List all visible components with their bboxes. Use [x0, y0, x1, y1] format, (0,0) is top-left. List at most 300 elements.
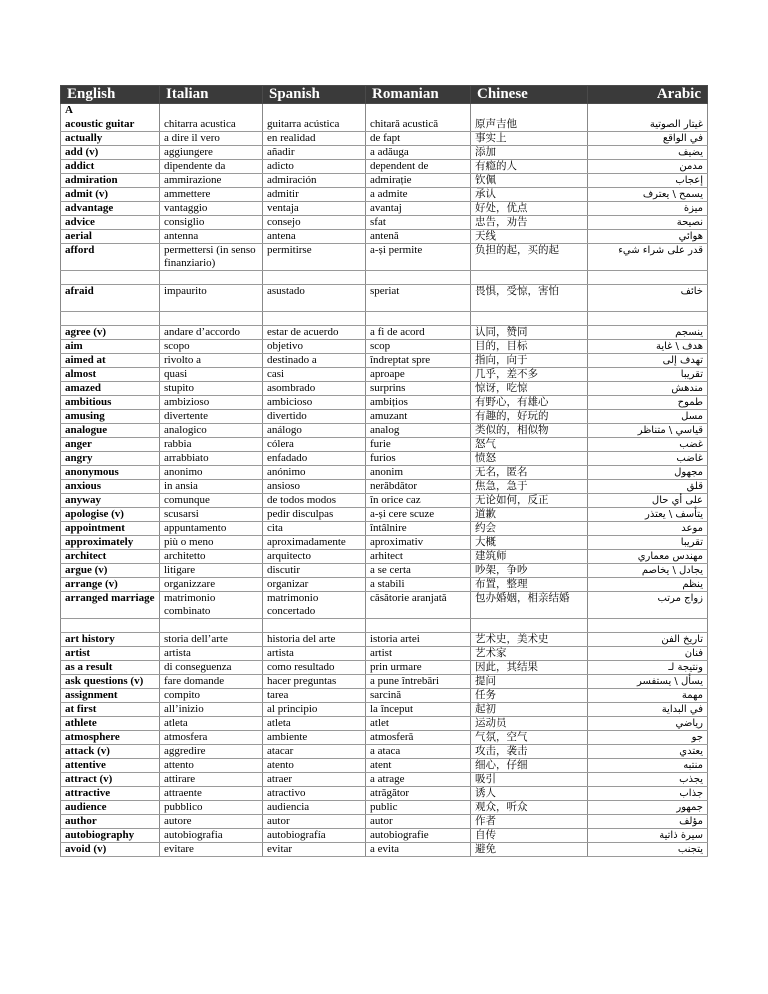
arabic-cell: مهندس معماري — [588, 550, 708, 564]
spanish-cell: análogo — [263, 424, 366, 438]
italian-cell: artista — [160, 647, 263, 661]
arabic-cell: موعد — [588, 522, 708, 536]
spanish-cell: destinado a — [263, 354, 366, 368]
table-row — [61, 787, 708, 801]
table-row — [61, 675, 708, 689]
spanish-cell: atleta — [263, 717, 366, 731]
table-row — [61, 410, 708, 424]
english-cell: ask questions (v) — [61, 675, 160, 689]
arabic-cell: جمهور — [588, 801, 708, 815]
english-cell: angry — [61, 452, 160, 466]
spanish-cell: anónimo — [263, 466, 366, 480]
italian-cell: atmosfera — [160, 731, 263, 745]
table-row — [61, 382, 708, 396]
romanian-cell: la început — [366, 703, 471, 717]
table-row — [61, 801, 708, 815]
spanish-cell: estar de acuerdo — [263, 326, 366, 340]
arabic-cell: يجذب — [588, 773, 708, 787]
chinese-cell: 几乎，差不多 — [471, 368, 588, 382]
table-row — [61, 354, 708, 368]
romanian-cell: chitară acustică — [366, 118, 471, 132]
italian-cell: attirare — [160, 773, 263, 787]
chinese-cell: 有野心，有雄心 — [471, 396, 588, 410]
table-row — [61, 146, 708, 160]
table-row — [61, 564, 708, 578]
english-cell: artist — [61, 647, 160, 661]
header-romanian: Romanian — [366, 86, 471, 104]
arabic-cell: قياسي \ متناظر — [588, 424, 708, 438]
romanian-cell: istoria artei — [366, 633, 471, 647]
italian-cell: vantaggio — [160, 202, 263, 216]
table-row — [61, 480, 708, 494]
arabic-cell: يضيف — [588, 146, 708, 160]
arabic-cell: إعجاب — [588, 174, 708, 188]
english-cell: attract (v) — [61, 773, 160, 787]
romanian-cell: admirație — [366, 174, 471, 188]
english-cell: anger — [61, 438, 160, 452]
italian-cell: matrimonio combinato — [160, 592, 263, 619]
romanian-cell: furie — [366, 438, 471, 452]
spanish-cell: añadir — [263, 146, 366, 160]
header-spanish: Spanish — [263, 86, 366, 104]
italian-cell: arrabbiato — [160, 452, 263, 466]
english-cell: approximately — [61, 536, 160, 550]
english-cell: author — [61, 815, 160, 829]
english-cell: attack (v) — [61, 745, 160, 759]
arabic-cell: مجهول — [588, 466, 708, 480]
spanish-cell: aproximadamente — [263, 536, 366, 550]
arabic-cell: يجادل \ يخاصم — [588, 564, 708, 578]
table-row — [61, 326, 708, 340]
italian-cell: ammettere — [160, 188, 263, 202]
romanian-cell: nerăbdător — [366, 480, 471, 494]
chinese-cell: 任务 — [471, 689, 588, 703]
italian-cell: evitare — [160, 843, 263, 857]
arabic-cell: ينظم — [588, 578, 708, 592]
english-cell: audience — [61, 801, 160, 815]
italian-cell: consiglio — [160, 216, 263, 230]
english-cell: autobiography — [61, 829, 160, 843]
english-cell: anxious — [61, 480, 160, 494]
italian-cell: appuntamento — [160, 522, 263, 536]
italian-cell: aggiungere — [160, 146, 263, 160]
english-cell: athlete — [61, 717, 160, 731]
english-cell: architect — [61, 550, 160, 564]
chinese-cell: 攻击，袭击 — [471, 745, 588, 759]
spanish-cell: cólera — [263, 438, 366, 452]
english-cell: appointment — [61, 522, 160, 536]
chinese-cell: 细心，仔细 — [471, 759, 588, 773]
italian-cell: fare domande — [160, 675, 263, 689]
chinese-cell: 避免 — [471, 843, 588, 857]
arabic-cell: يسمح \ يعترف — [588, 188, 708, 202]
romanian-cell: speriat — [366, 285, 471, 312]
italian-cell: analogico — [160, 424, 263, 438]
chinese-cell: 无论如何，反正 — [471, 494, 588, 508]
chinese-cell: 气氛，空气 — [471, 731, 588, 745]
table-row — [61, 703, 708, 717]
italian-cell: andare d’accordo — [160, 326, 263, 340]
romanian-cell: artist — [366, 647, 471, 661]
table-row — [61, 759, 708, 773]
english-cell: agree (v) — [61, 326, 160, 340]
english-cell: actually — [61, 132, 160, 146]
english-cell: attentive — [61, 759, 160, 773]
spanish-cell: guitarra acústica — [263, 118, 366, 132]
arabic-cell: زواج مرتب — [588, 592, 708, 619]
english-cell: advice — [61, 216, 160, 230]
italian-cell: pubblico — [160, 801, 263, 815]
romanian-cell: a admite — [366, 188, 471, 202]
spanish-cell: organizar — [263, 578, 366, 592]
english-cell: apologise (v) — [61, 508, 160, 522]
spanish-cell: matrimonio concertado — [263, 592, 366, 619]
spanish-cell: tarea — [263, 689, 366, 703]
english-cell: afraid — [61, 285, 160, 312]
english-cell: aerial — [61, 230, 160, 244]
spanish-cell: divertido — [263, 410, 366, 424]
romanian-cell: întâlnire — [366, 522, 471, 536]
header-italian: Italian — [160, 86, 263, 104]
chinese-cell: 包办婚姻，相亲结婚 — [471, 592, 588, 619]
italian-cell: divertente — [160, 410, 263, 424]
italian-cell: attraente — [160, 787, 263, 801]
arabic-cell: رياضي — [588, 717, 708, 731]
spanish-cell: enfadado — [263, 452, 366, 466]
romanian-cell: dependent de — [366, 160, 471, 174]
chinese-cell: 负担的起，买的起 — [471, 244, 588, 271]
spanish-cell: asombrado — [263, 382, 366, 396]
english-cell: anyway — [61, 494, 160, 508]
arabic-cell: طموح — [588, 396, 708, 410]
table-row — [61, 244, 708, 271]
english-cell: argue (v) — [61, 564, 160, 578]
italian-cell: quasi — [160, 368, 263, 382]
arabic-cell: مدمن — [588, 160, 708, 174]
romanian-cell: prin urmare — [366, 661, 471, 675]
italian-cell: chitarra acustica — [160, 118, 263, 132]
spanish-cell: arquitecto — [263, 550, 366, 564]
arabic-cell: جذاب — [588, 787, 708, 801]
italian-cell: all’inizio — [160, 703, 263, 717]
chinese-cell: 惊讶，吃惊 — [471, 382, 588, 396]
romanian-cell: a adăuga — [366, 146, 471, 160]
spanish-cell: atacar — [263, 745, 366, 759]
english-cell: aimed at — [61, 354, 160, 368]
table-row — [61, 661, 708, 675]
table-row — [61, 452, 708, 466]
table-row — [61, 717, 708, 731]
table-row — [61, 216, 708, 230]
chinese-cell: 布置，整理 — [471, 578, 588, 592]
italian-cell: organizzare — [160, 578, 263, 592]
chinese-cell: 自传 — [471, 829, 588, 843]
chinese-cell: 愤怒 — [471, 452, 588, 466]
english-cell: assignment — [61, 689, 160, 703]
romanian-cell: de fapt — [366, 132, 471, 146]
table-row — [61, 494, 708, 508]
chinese-cell: 无名，匿名 — [471, 466, 588, 480]
spanish-cell: consejo — [263, 216, 366, 230]
chinese-cell: 指向，向于 — [471, 354, 588, 368]
romanian-cell: public — [366, 801, 471, 815]
spanish-cell: cita — [263, 522, 366, 536]
english-cell: addict — [61, 160, 160, 174]
chinese-cell: 吸引 — [471, 773, 588, 787]
arabic-cell: نصيحة — [588, 216, 708, 230]
arabic-cell: تهدف إلى — [588, 354, 708, 368]
romanian-cell: sarcină — [366, 689, 471, 703]
italian-cell: rabbia — [160, 438, 263, 452]
italian-cell: in ansia — [160, 480, 263, 494]
romanian-cell: atrăgător — [366, 787, 471, 801]
section-letter: A — [61, 104, 160, 118]
arabic-cell: خائف — [588, 285, 708, 312]
table-row — [61, 815, 708, 829]
spanish-cell: antena — [263, 230, 366, 244]
arabic-cell: غيتار الصوتية — [588, 118, 708, 132]
italian-cell: a dire il vero — [160, 132, 263, 146]
chinese-cell: 起初 — [471, 703, 588, 717]
chinese-cell: 认同，赞同 — [471, 326, 588, 340]
english-cell: avoid (v) — [61, 843, 160, 857]
table-row — [61, 508, 708, 522]
italian-cell: litigare — [160, 564, 263, 578]
romanian-cell: autobiografie — [366, 829, 471, 843]
arabic-cell: على أي حال — [588, 494, 708, 508]
chinese-cell: 有瘾的人 — [471, 160, 588, 174]
arabic-cell: ينسجم — [588, 326, 708, 340]
spanish-cell: casi — [263, 368, 366, 382]
spanish-cell: ambicioso — [263, 396, 366, 410]
spanish-cell: en realidad — [263, 132, 366, 146]
chinese-cell: 吵架，争吵 — [471, 564, 588, 578]
romanian-cell: a-și cere scuze — [366, 508, 471, 522]
italian-cell: di conseguenza — [160, 661, 263, 675]
italian-cell: rivolto a — [160, 354, 263, 368]
romanian-cell: amuzant — [366, 410, 471, 424]
romanian-cell: atmosferă — [366, 731, 471, 745]
arabic-cell: مسل — [588, 410, 708, 424]
chinese-cell: 道歉 — [471, 508, 588, 522]
english-cell: acoustic guitar — [61, 118, 160, 132]
romanian-cell: îndreptat spre — [366, 354, 471, 368]
header-row — [61, 86, 708, 104]
english-cell: arranged marriage — [61, 592, 160, 619]
english-cell: amazed — [61, 382, 160, 396]
spanish-cell: como resultado — [263, 661, 366, 675]
table-row — [61, 550, 708, 564]
header-chinese: Chinese — [471, 86, 588, 104]
arabic-cell: تقريبا — [588, 368, 708, 382]
chinese-cell: 艺术史，美术史 — [471, 633, 588, 647]
romanian-cell: scop — [366, 340, 471, 354]
english-cell: analogue — [61, 424, 160, 438]
chinese-cell: 因此，其结果 — [471, 661, 588, 675]
table-row — [61, 731, 708, 745]
table-row — [61, 592, 708, 619]
romanian-cell: a se certa — [366, 564, 471, 578]
italian-cell: scopo — [160, 340, 263, 354]
italian-cell: dipendente da — [160, 160, 263, 174]
chinese-cell: 有趣的，好玩的 — [471, 410, 588, 424]
english-cell: aim — [61, 340, 160, 354]
spanish-cell: atractivo — [263, 787, 366, 801]
arabic-cell: ميزة — [588, 202, 708, 216]
arabic-cell: يسأل \ يستفسر — [588, 675, 708, 689]
romanian-cell: surprins — [366, 382, 471, 396]
chinese-cell: 原声吉他 — [471, 118, 588, 132]
romanian-cell: avantaj — [366, 202, 471, 216]
table-row — [61, 466, 708, 480]
arabic-cell: هدف \ غاية — [588, 340, 708, 354]
arabic-cell: هوائي — [588, 230, 708, 244]
table-row — [61, 202, 708, 216]
italian-cell: autore — [160, 815, 263, 829]
english-cell: add (v) — [61, 146, 160, 160]
arabic-cell: يتجنب — [588, 843, 708, 857]
chinese-cell: 天线 — [471, 230, 588, 244]
romanian-cell: analog — [366, 424, 471, 438]
romanian-cell: a ataca — [366, 745, 471, 759]
arabic-cell: قدر على شراء شيء — [588, 244, 708, 271]
chinese-cell: 约会 — [471, 522, 588, 536]
row-spacer — [61, 619, 708, 633]
italian-cell: atleta — [160, 717, 263, 731]
romanian-cell: atent — [366, 759, 471, 773]
chinese-cell: 提问 — [471, 675, 588, 689]
arabic-cell: منتبه — [588, 759, 708, 773]
spanish-cell: asustado — [263, 285, 366, 312]
spanish-cell: permitirse — [263, 244, 366, 271]
chinese-cell: 添加 — [471, 146, 588, 160]
row-spacer — [61, 271, 708, 285]
italian-cell: aggredire — [160, 745, 263, 759]
spanish-cell: audiencia — [263, 801, 366, 815]
romanian-cell: a-și permite — [366, 244, 471, 271]
romanian-cell: a atrage — [366, 773, 471, 787]
italian-cell: più o meno — [160, 536, 263, 550]
table-row — [61, 174, 708, 188]
dictionary-page — [60, 85, 707, 857]
vocabulary-table — [60, 85, 708, 857]
spanish-cell: adicto — [263, 160, 366, 174]
spanish-cell: objetivo — [263, 340, 366, 354]
romanian-cell: a stabili — [366, 578, 471, 592]
italian-cell: storia dell’arte — [160, 633, 263, 647]
arabic-cell: جو — [588, 731, 708, 745]
chinese-cell: 畏惧，受惊，害怕 — [471, 285, 588, 312]
italian-cell: scusarsi — [160, 508, 263, 522]
english-cell: almost — [61, 368, 160, 382]
english-cell: advantage — [61, 202, 160, 216]
english-cell: at first — [61, 703, 160, 717]
arabic-cell: ونتيجة لـ — [588, 661, 708, 675]
romanian-cell: a fi de acord — [366, 326, 471, 340]
english-cell: as a result — [61, 661, 160, 675]
table-row — [61, 285, 708, 312]
spanish-cell: pedir disculpas — [263, 508, 366, 522]
italian-cell: ambizioso — [160, 396, 263, 410]
table-row — [61, 745, 708, 759]
romanian-cell: a evita — [366, 843, 471, 857]
spanish-cell: autobiografía — [263, 829, 366, 843]
spanish-cell: discutir — [263, 564, 366, 578]
arabic-cell: غضب — [588, 438, 708, 452]
chinese-cell: 目的，目标 — [471, 340, 588, 354]
section-letter-row — [61, 104, 708, 118]
chinese-cell: 作者 — [471, 815, 588, 829]
chinese-cell: 怒气 — [471, 438, 588, 452]
spanish-cell: atento — [263, 759, 366, 773]
chinese-cell: 事实上 — [471, 132, 588, 146]
romanian-cell: arhitect — [366, 550, 471, 564]
header-arabic: Arabic — [588, 86, 708, 104]
spanish-cell: ventaja — [263, 202, 366, 216]
italian-cell: antenna — [160, 230, 263, 244]
italian-cell: anonimo — [160, 466, 263, 480]
arabic-cell: في الواقع — [588, 132, 708, 146]
row-spacer — [61, 312, 708, 326]
english-cell: arrange (v) — [61, 578, 160, 592]
romanian-cell: antenă — [366, 230, 471, 244]
italian-cell: impaurito — [160, 285, 263, 312]
italian-cell: compito — [160, 689, 263, 703]
italian-cell: architetto — [160, 550, 263, 564]
table-row — [61, 843, 708, 857]
english-cell: attractive — [61, 787, 160, 801]
english-cell: atmosphere — [61, 731, 160, 745]
romanian-cell: a pune întrebări — [366, 675, 471, 689]
spanish-cell: admitir — [263, 188, 366, 202]
table-row — [61, 633, 708, 647]
arabic-cell: فنان — [588, 647, 708, 661]
chinese-cell: 建筑师 — [471, 550, 588, 564]
romanian-cell: sfat — [366, 216, 471, 230]
spanish-cell: atraer — [263, 773, 366, 787]
spanish-cell: artista — [263, 647, 366, 661]
table-row — [61, 536, 708, 550]
table-row — [61, 647, 708, 661]
chinese-cell: 忠告，劝告 — [471, 216, 588, 230]
romanian-cell: furios — [366, 452, 471, 466]
arabic-cell: تقريبا — [588, 536, 708, 550]
romanian-cell: în orice caz — [366, 494, 471, 508]
spanish-cell: al principio — [263, 703, 366, 717]
arabic-cell: مؤلف — [588, 815, 708, 829]
table-row — [61, 340, 708, 354]
english-cell: admit (v) — [61, 188, 160, 202]
chinese-cell: 类似的，相似物 — [471, 424, 588, 438]
spanish-cell: hacer preguntas — [263, 675, 366, 689]
arabic-cell: قلق — [588, 480, 708, 494]
table-row — [61, 578, 708, 592]
table-row — [61, 160, 708, 174]
header-english: English — [61, 86, 160, 104]
english-cell: afford — [61, 244, 160, 271]
italian-cell: ammirazione — [160, 174, 263, 188]
italian-cell: stupito — [160, 382, 263, 396]
english-cell: art history — [61, 633, 160, 647]
romanian-cell: aproape — [366, 368, 471, 382]
table-row — [61, 438, 708, 452]
chinese-cell: 承认 — [471, 188, 588, 202]
spanish-cell: historia del arte — [263, 633, 366, 647]
spanish-cell: ambiente — [263, 731, 366, 745]
romanian-cell: autor — [366, 815, 471, 829]
chinese-cell: 运动员 — [471, 717, 588, 731]
romanian-cell: ambițios — [366, 396, 471, 410]
